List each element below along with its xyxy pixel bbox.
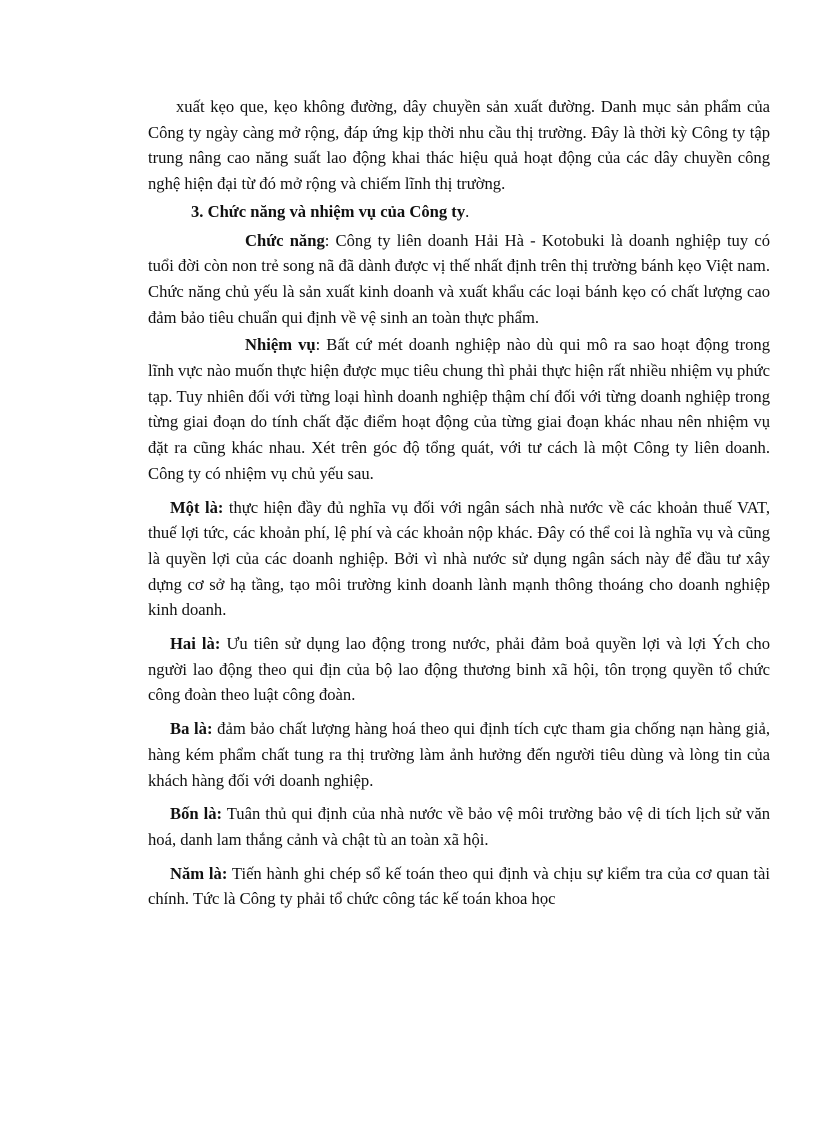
- duty-label: Nhiệm vụ: [245, 335, 316, 355]
- duty-item-label: Bốn là:: [170, 804, 223, 824]
- duty-item-label: Ba là:: [170, 719, 213, 739]
- section-heading-period: .: [465, 201, 470, 221]
- document-body: [148, 94, 770, 912]
- duty-item-2: [148, 631, 770, 708]
- duty-paragraph: [148, 332, 770, 486]
- function-label: Chức năng: [245, 230, 325, 250]
- intro-text: xuất kẹo que, kẹo không đường, dây chuyền sản xuất đường. Danh mục sản phẩm của Công ty ngày càng mở rộng, đáp ứng kịp thời nhu cầu thị trường. Đây là thời kỳ Công ty tập trung nâng cao năng suất lao động khai thác hiệu quả hoạt động của các dây chuyền công nghệ hiện đại từ đó mở rộng và chiếm lĩnh thị trường.: [148, 97, 770, 194]
- section-heading: [148, 199, 770, 225]
- duty-item-text: Ưu tiên sử dụng lao động trong nước, phải đảm boả quyền lợi và lợi Ých cho người lao động theo qui địn của bộ lao động thương binh xã hội, tôn trọng quyền tổ chức công đoàn theo luật công đoàn.: [148, 634, 770, 705]
- duty-item-label: Một là:: [170, 497, 224, 517]
- duty-item-label: Năm là:: [170, 863, 228, 883]
- duty-item-text: đảm bảo chất lượng hàng hoá theo qui định tích cực tham gia chống nạn hàng giả, hàng kém phẩm chất tung ra thị trường làm ảnh hưởng đến người tiêu dùng và lòng tin của khách hàng đối với doanh nghiệp.: [148, 719, 770, 790]
- duty-item-text: Tuân thủ qui định của nhà nước về bảo vệ môi trường bảo vệ di tích lịch sử văn hoá, danh lam thắng cảnh và chật tù an toàn xã hội.: [148, 804, 771, 849]
- function-text: : Công ty liên doanh Hải Hà - Kotobuki là doanh nghiệp tuy có tuổi đời còn non trẻ song nã đã dành được vị thế nhất định trên thị trường bánh kẹo Việt nam. Chức năng chủ yếu là sản xuất kinh doanh và xuất khẩu các loại bánh kẹo có chất lượng cao đảm bảo tiêu chuẩn qui định về vệ sinh an toàn thực phẩm.: [148, 230, 770, 327]
- duty-item-4: [148, 801, 770, 852]
- intro-paragraph: [148, 94, 770, 197]
- duty-text: : Bất cứ mét doanh nghiệp nào dù qui mô ra sao hoạt động trong lĩnh vực nào muốn thực hiện được mục tiêu chung thì phải thực hiện rất nhiều nhiệm vụ phức tạp. Tuy nhiên đối với từng loại hình doanh nghiệp thậm chí đối với từng doanh nghiệp trong từng giai đoạn do tính chất đặc điểm hoạt động của từng giai đoạn khác nhau nên nhiệm vụ đặt ra cũng khác nhau. Xét trên góc độ tổng quát, với tư cách là một Công ty liên doanh. Công ty có nhiệm vụ chủ yếu sau.: [148, 335, 770, 483]
- function-paragraph: [148, 228, 770, 331]
- duty-item-1: [148, 495, 770, 624]
- duty-item-text: Tiến hành ghi chép sổ kế toán theo qui định và chịu sự kiểm tra của cơ quan tài chính. Tức là Công ty phải tổ chức công tác kế toán khoa học: [148, 863, 771, 909]
- duty-item-text: thực hiện đầy đủ nghĩa vụ đối với ngân sách nhà nước về các khoản thuế VAT, thuế lợi tức, các khoản phí, lệ phí và các khoản nộp khác. Đây có thể coi là nghĩa vụ và cũng là quyền lợi của các doanh nghiệp. Bởi vì nhà nước sử dụng ngân sách này để đầu tư xây dựng cơ sở hạ tầng, tạo môi trường kinh doanh lành mạnh thông thoáng cho doanh nghiệp kinh doanh.: [148, 497, 770, 620]
- duty-item-3: [148, 716, 770, 793]
- duty-item-label: Hai là:: [170, 634, 221, 654]
- section-heading-text: 3. Chức năng và nhiệm vụ của Công ty: [191, 201, 466, 221]
- duty-item-5: [148, 861, 770, 912]
